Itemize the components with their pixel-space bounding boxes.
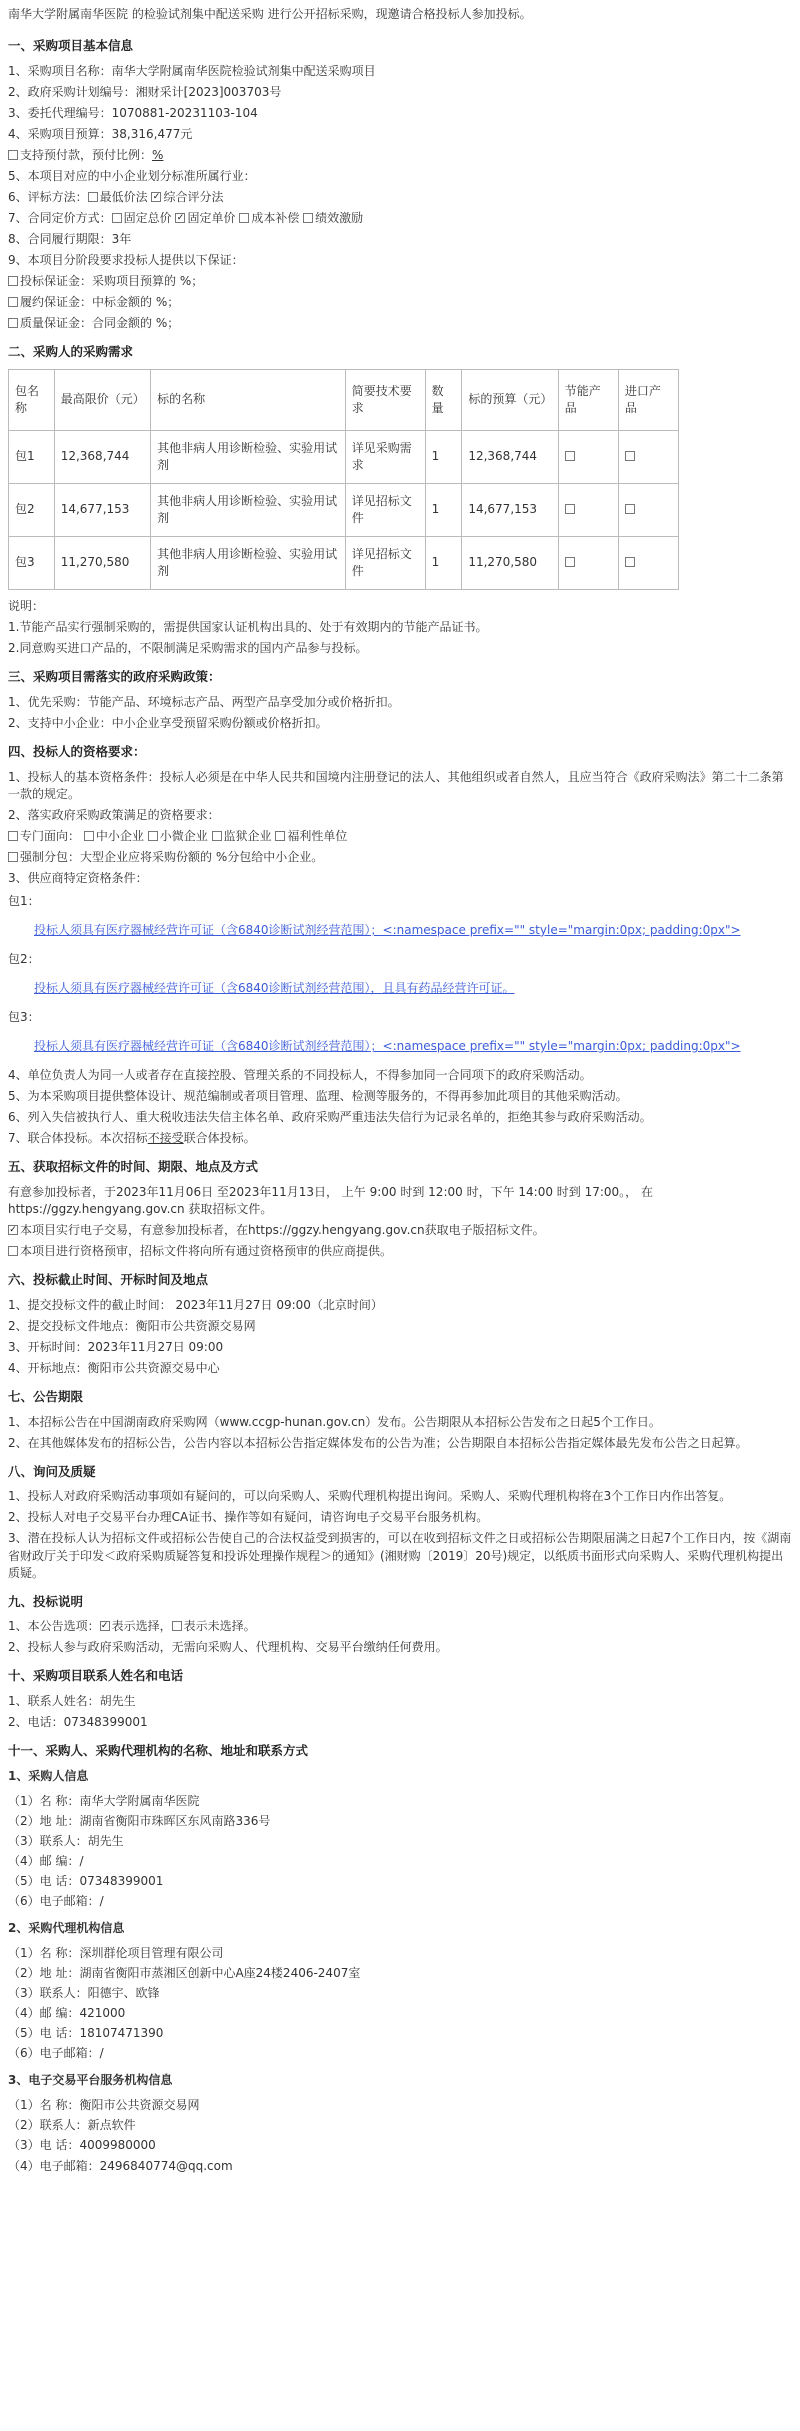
prison-label: 监狱企业 xyxy=(223,828,272,843)
plan-number: 2、政府采购计划编号：湘财采计[2023]003703号 xyxy=(8,84,282,99)
buyer-info xyxy=(8,1793,792,1910)
cell-package: 包3 xyxy=(9,536,55,589)
forced-subcontract-checkbox[interactable] xyxy=(8,852,18,862)
bid-deposit-checkbox[interactable] xyxy=(8,276,18,286)
rule-consortium xyxy=(8,1130,792,1147)
buyer-name: （1）名 称：南华大学附属南华医院 xyxy=(8,1793,200,1808)
platform-name: （1）名 称：衡阳市公共资源交易网 xyxy=(8,2098,200,2113)
option-legend xyxy=(8,1618,792,1635)
section-8-title: 八、询问及质疑 xyxy=(8,1463,96,1479)
cell-imported xyxy=(618,430,678,483)
performance-deposit-checkbox[interactable] xyxy=(8,297,18,307)
platform-email: （4）电子邮箱：2496840774@qq.com xyxy=(8,2158,233,2173)
agency-contact: （3）联系人：阳德宇、欧锋 xyxy=(8,1986,160,2001)
opening-time: 3、开标时间：2023年11月27日 09:00 xyxy=(8,1339,224,1354)
cell-energy-saving xyxy=(558,430,618,483)
challenge-rule: 3、潜在投标人认为招标文件或招标公告使自己的合法权益受到损害的，可以在收到招标文件之日或招标公告期限届满之日起7个工作日内，按《湖南省财政厅关于印发＜政府采购质疑答复和投诉处理操作规程＞的通知》(湘财购〔2019〕20号)规定，以纸质书面形式向采购人、采购代理机构提出质疑。 xyxy=(8,1531,792,1580)
buyer-info-title: 1、采购人信息 xyxy=(8,1768,89,1783)
note-title: 说明： xyxy=(8,598,45,613)
opening-location: 4、开标地点：衡阳市公共资源交易中心 xyxy=(8,1360,220,1375)
directed-label: 专门面向： xyxy=(20,828,81,843)
col-quantity: 数量 xyxy=(425,369,462,430)
cell-budget: 14,677,153 xyxy=(462,483,558,536)
cell-max-price: 11,270,580 xyxy=(54,536,150,589)
cell-imported xyxy=(618,483,678,536)
platform-inquiry: 2、投标人对电子交易平台办理CA证书、操作等如有疑问，请咨询电子交易平台服务机构。 xyxy=(8,1510,489,1525)
prepay-checkbox[interactable] xyxy=(8,150,18,160)
platform-info-title: 3、电子交易平台服务机构信息 xyxy=(8,2073,173,2088)
agency-info xyxy=(8,1945,792,2062)
section-7-title: 七、公告期限 xyxy=(8,1388,84,1404)
prepay-option xyxy=(8,147,792,164)
contact-phone: 2、电话：07348399001 xyxy=(8,1715,148,1730)
directed-options xyxy=(8,828,792,845)
cell-quantity: 1 xyxy=(425,536,462,589)
lowest-price-checkbox[interactable] xyxy=(88,192,98,202)
forced-subcontract xyxy=(8,849,792,866)
quality-deposit-checkbox[interactable] xyxy=(8,318,18,328)
consortium-text-a: 7、联合体投标。本次招标 xyxy=(8,1131,148,1146)
cell-item-name: 其他非病人用诊断检验、实验用试剂 xyxy=(151,430,346,483)
specific-qualification: 3、供应商特定资格条件： xyxy=(8,870,148,885)
cell-package: 包1 xyxy=(9,430,55,483)
option-legend-off: 表示未选择。 xyxy=(183,1619,256,1634)
table-row xyxy=(9,483,679,536)
inquiry-rule: 1、投标人对政府采购活动事项如有疑问的，可以向采购人、采购代理机构提出询问。采购人、采购代理机构将在3个工作日内作出答复。 xyxy=(8,1489,732,1504)
cell-quantity: 1 xyxy=(425,430,462,483)
bid-deadline: 1、提交投标文件的截止时间： 2023年11月27日 09:00（北京时间） xyxy=(8,1297,383,1312)
cell-quantity: 1 xyxy=(425,483,462,536)
pricing-label: 7、合同定价方式： xyxy=(8,211,112,225)
consortium-not-accepted: 不接受 xyxy=(147,1131,184,1146)
forced-subcontract-label: 强制分包：大型企业应将采购份额的 %分包给中小企业。 xyxy=(20,849,324,864)
electronic-trading-checkbox[interactable] xyxy=(8,1225,18,1235)
comprehensive-score-label: 综合评分法 xyxy=(163,189,224,204)
col-imported: 进口产品 xyxy=(618,369,678,430)
policy-qualification-title: 2、落实政府采购政策满足的资格要求： xyxy=(8,807,220,822)
pricing-method xyxy=(8,210,792,227)
package-2-requirement-link[interactable]: 投标人须具有医疗器械经营许可证（含6840诊断试剂经营范围），且具有药品经营许可证。 xyxy=(34,980,515,995)
rule-same-owner: 4、单位负责人为同一人或者存在直接控股、管理关系的不同投标人，不得参加同一合同项下的政府采购活动。 xyxy=(8,1067,592,1082)
cell-max-price: 12,368,744 xyxy=(54,430,150,483)
project-name: 1、采购项目名称：南华大学附属南华医院检验试剂集中配送采购项目 xyxy=(8,63,376,78)
quality-deposit xyxy=(8,315,792,332)
section-9-title: 九、投标说明 xyxy=(8,1593,84,1609)
cost-compensation-checkbox[interactable] xyxy=(239,213,249,223)
contract-period: 8、合同履行期限：3年 xyxy=(8,232,132,247)
section-3-title: 三、采购项目需落实的政府采购政策： xyxy=(8,669,221,685)
section-11-title: 十一、采购人、采购代理机构的名称、地址和联系方式 xyxy=(8,1743,309,1759)
package-1-requirement-link[interactable]: 投标人须具有医疗器械经营许可证（含6840诊断试剂经营范围）；<:namespace prefix="" style="margin:0px; padding:0px"> xyxy=(34,922,741,937)
sme-label: 中小企业 xyxy=(95,828,144,843)
deposit-title: 9、本项目分阶段要求投标人提供以下保证： xyxy=(8,253,244,268)
buyer-contact: （3）联系人：胡先生 xyxy=(8,1834,124,1849)
imported-checkbox[interactable] xyxy=(625,504,635,514)
cell-budget: 11,270,580 xyxy=(462,536,558,589)
package-3-requirement-link[interactable]: 投标人须具有医疗器械经营许可证（含6840诊断试剂经营范围）；<:namespace prefix="" style="margin:0px; padding:0px"> xyxy=(34,1038,741,1053)
prepay-percent: % xyxy=(152,147,164,162)
agency-phone: （5）电 话：18107471390 xyxy=(8,2026,164,2041)
contact-name: 1、联系人姓名：胡先生 xyxy=(8,1694,136,1709)
comprehensive-score-checkbox[interactable] xyxy=(151,192,161,202)
cell-tech-req: 详见招标文件 xyxy=(345,536,425,589)
buyer-postcode: （4）邮 编：/ xyxy=(8,1854,84,1869)
no-fee-note: 2、投标人参与政府采购活动，无需向采购人、代理机构、交易平台缴纳任何费用。 xyxy=(8,1640,448,1655)
option-legend-prefix: 1、本公告选项： xyxy=(8,1619,100,1634)
prequalification xyxy=(8,1243,792,1260)
electronic-trading xyxy=(8,1222,792,1239)
agency-number: 3、委托代理编号：1070881-20231103-104 xyxy=(8,105,258,120)
col-package: 包名称 xyxy=(9,369,55,430)
selected-checkbox-sample xyxy=(100,1621,110,1631)
other-media-notice: 2、在其他媒体发布的招标公告，公告内容以本招标公告指定媒体发布的公告为准；公告期限自本招标公告指定媒体最先发布公告之日起算。 xyxy=(8,1435,748,1450)
cell-item-name: 其他非病人用诊断检验、实验用试剂 xyxy=(151,536,346,589)
fixed-unit-label: 固定单价 xyxy=(187,211,236,225)
welfare-checkbox[interactable] xyxy=(275,831,285,841)
imported-checkbox[interactable] xyxy=(625,557,635,567)
intro-text: 南华大学附属南华医院 的检验试剂集中配送采购 进行公开招标采购，现邀请合格投标人参加投标。 xyxy=(8,7,532,21)
prequalification-label: 本项目进行资格预审，招标文件将向所有通过资格预审的供应商提供。 xyxy=(20,1243,393,1258)
micro-checkbox[interactable] xyxy=(148,831,158,841)
agency-name: （1）名 称：深圳群伦项目管理有限公司 xyxy=(8,1946,224,1961)
col-tech-req: 简要技术要求 xyxy=(345,369,425,430)
energy-saving-checkbox[interactable] xyxy=(565,451,575,461)
agency-address: （2）地 址：湖南省衡阳市蒸湘区创新中心A座24楼2406-2407室 xyxy=(8,1966,361,1981)
note-energy: 1.节能产品实行强制采购的，需提供国家认证机构出具的、处于有效期内的节能产品证书。 xyxy=(8,619,488,634)
section-6-title: 六、投标截止时间、开标时间及地点 xyxy=(8,1271,209,1287)
section-10-title: 十、采购项目联系人姓名和电话 xyxy=(8,1668,184,1684)
micro-label: 小微企业 xyxy=(159,828,208,843)
col-max-price: 最高限价（元） xyxy=(54,369,150,430)
electronic-trading-label: 本项目实行电子交易，有意参加投标者，在https://ggzy.hengyang.gov.cn获取电子版招标文件。 xyxy=(20,1222,545,1237)
platform-phone: （3）电 话：4009980000 xyxy=(8,2138,156,2153)
bid-deposit-label: 投标保证金：采购项目预算的 %； xyxy=(20,274,204,289)
section-4-title: 四、投标人的资格要求： xyxy=(8,743,146,759)
performance-incentive-label: 绩效激励 xyxy=(315,211,364,225)
welfare-label: 福利性单位 xyxy=(287,828,348,843)
platform-info xyxy=(8,2097,792,2174)
quality-deposit-label: 质量保证金：合同金额的 %； xyxy=(20,316,180,331)
requirements-table xyxy=(8,369,679,590)
unselected-checkbox-sample xyxy=(172,1621,182,1631)
energy-saving-checkbox[interactable] xyxy=(565,504,575,514)
agency-postcode: （4）邮 编：421000 xyxy=(8,2006,126,2021)
fixed-total-label: 固定总价 xyxy=(123,211,172,225)
consortium-text-c: 联合体投标。 xyxy=(183,1131,256,1146)
platform-contact: （2）联系人：新点软件 xyxy=(8,2118,136,2133)
package-3-label: 包3： xyxy=(8,1009,40,1024)
bid-deposit xyxy=(8,273,792,290)
fixed-unit-checkbox[interactable] xyxy=(175,213,185,223)
table-header-row xyxy=(9,369,679,430)
package-2-label: 包2： xyxy=(8,951,40,966)
lowest-price-label: 最低价法 xyxy=(99,189,148,204)
performance-incentive-checkbox[interactable] xyxy=(303,213,313,223)
package-1-label: 包1： xyxy=(8,893,40,908)
cell-item-name: 其他非病人用诊断检验、实验用试剂 xyxy=(151,483,346,536)
section-5-title: 五、获取招标文件的时间、期限、地点及方式 xyxy=(8,1159,259,1175)
sme-checkbox[interactable] xyxy=(84,831,94,841)
option-legend-on: 表示选择， xyxy=(111,1619,172,1634)
directed-checkbox[interactable] xyxy=(8,831,18,841)
prequalification-checkbox[interactable] xyxy=(8,1246,18,1256)
policy-priority: 1、优先采购：节能产品、环境标志产品、两型产品享受加分或价格折扣。 xyxy=(8,694,400,709)
cell-package: 包2 xyxy=(9,483,55,536)
cell-tech-req: 详见招标文件 xyxy=(345,483,425,536)
cell-energy-saving xyxy=(558,536,618,589)
policy-sme: 2、支持中小企业：中小企业享受预留采购份额或价格折扣。 xyxy=(8,715,328,730)
agency-email: （6）电子邮箱：/ xyxy=(8,2046,104,2061)
agency-info-title: 2、采购代理机构信息 xyxy=(8,1921,125,1936)
basic-qualification: 1、投标人的基本资格条件：投标人必须是在中华人民共和国境内注册登记的法人、其他组织或者自然人，且应当符合《政府采购法》第二十二条第一款的规定。 xyxy=(8,769,784,801)
bid-location: 2、提交投标文件地点：衡阳市公共资源交易网 xyxy=(8,1318,256,1333)
rule-blacklist: 6、列入失信被执行人、重大税收违法失信主体名单、政府采购严重违法失信行为记录名单的，拒绝其参与政府采购活动。 xyxy=(8,1110,652,1125)
cell-imported xyxy=(618,536,678,589)
evaluation-method xyxy=(8,189,792,206)
table-row xyxy=(9,430,679,483)
buyer-address: （2）地 址：湖南省衡阳市珠晖区东风南路336号 xyxy=(8,1814,271,1828)
publish-notice: 1、本招标公告在中国湖南政府采购网（www.ccgp-hunan.gov.cn）发布。公告期限从本招标公告发布之日起5个工作日。 xyxy=(8,1414,661,1429)
sme-industry: 5、本项目对应的中小企业划分标准所属行业： xyxy=(8,168,256,183)
table-row xyxy=(9,536,679,589)
col-item-name: 标的名称 xyxy=(151,369,346,430)
note-import: 2.同意购买进口产品的，不限制满足采购需求的国内产品参与投标。 xyxy=(8,641,368,655)
cell-max-price: 14,677,153 xyxy=(54,483,150,536)
cell-energy-saving xyxy=(558,483,618,536)
cell-budget: 12,368,744 xyxy=(462,430,558,483)
evaluation-label: 6、评标方法： xyxy=(8,189,88,204)
buyer-email: （6）电子邮箱：/ xyxy=(8,1894,104,1909)
performance-deposit-label: 履约保证金：中标金额的 %； xyxy=(20,295,180,310)
rule-design-service: 5、为本采购项目提供整体设计、规范编制或者项目管理、监理、检测等服务的，不得再参加此项目的其他采购活动。 xyxy=(8,1089,628,1103)
fixed-total-checkbox[interactable] xyxy=(112,213,122,223)
col-energy-saving: 节能产品 xyxy=(558,369,618,430)
performance-deposit xyxy=(8,294,792,311)
section-2-title: 二、采购人的采购需求 xyxy=(8,344,134,360)
document-acquisition: 有意参加投标者，于2023年11月06日 至2023年11月13日， 上午 9:00 时到 12:00 时，下午 14:00 时到 17:00。， 在https://ggzy.hengyang.gov.cn 获取招标文件。 xyxy=(8,1184,653,1216)
buyer-phone: （5）电 话：07348399001 xyxy=(8,1874,164,1889)
section-1-title: 一、采购项目基本信息 xyxy=(8,38,134,54)
cell-tech-req: 详见采购需求 xyxy=(345,430,425,483)
project-budget: 4、采购项目预算：38,316,477元 xyxy=(8,126,193,141)
energy-saving-checkbox[interactable] xyxy=(565,557,575,567)
col-budget: 标的预算（元） xyxy=(462,369,558,430)
cost-compensation-label: 成本补偿 xyxy=(251,211,300,225)
imported-checkbox[interactable] xyxy=(625,451,635,461)
prepay-label: 支持预付款，预付比例： xyxy=(20,147,153,162)
prison-checkbox[interactable] xyxy=(212,831,222,841)
